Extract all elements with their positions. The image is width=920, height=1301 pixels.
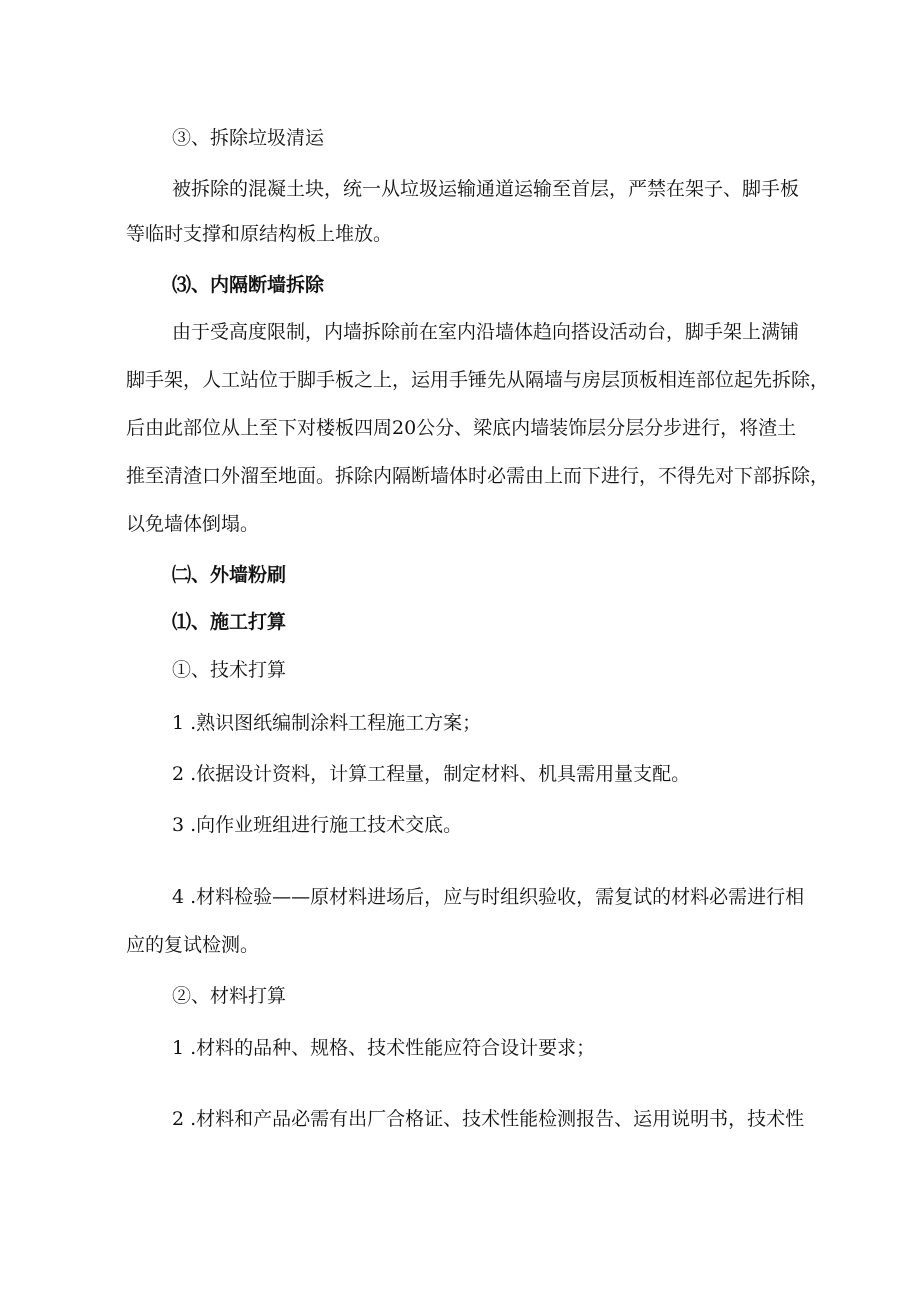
paragraph-line: 推至清渣口外溜至地面。拆除内隔断墙体时必需由上而下进行，不得先对下部拆除， (126, 465, 830, 487)
section-heading-exterior-plastering: ㈡、外墙粉刷 (172, 564, 287, 586)
section-heading-construction-preparation: ⑴、施工打算 (172, 611, 287, 633)
subheading-technical-preparation: ①、技术打算 (172, 659, 287, 681)
paragraph-line: 以免墙体倒塌。 (126, 513, 260, 535)
list-item: 4 .材料检验——原材料进场后，应与时组织验收，需复试的材料必需进行相 (172, 886, 805, 908)
list-item-continuation: 应的复试检测。 (126, 934, 260, 956)
list-item: 1 .材料的品种、规格、技术性能应符合设计要求； (172, 1037, 596, 1059)
section-heading-partition-demolition: ⑶、内隔断墙拆除 (172, 274, 325, 296)
list-item: 2 .材料和产品必需有出厂合格证、技术性能检测报告、运用说明书，技术性 (172, 1108, 805, 1130)
list-item: 2 .依据设计资料，计算工程量，制定材料、机具需用量支配。 (172, 763, 691, 785)
paragraph-line: 后由此部位从上至下对楼板四周20公分、梁底内墙装饰层分层分步进行，将渣土 (126, 417, 797, 439)
paragraph-line: 脚手架，人工站位于脚手板之上，运用手锤先从隔墙与房层顶板相连部位起先拆除， (126, 369, 830, 391)
paragraph-line: 由于受高度限制，内墙拆除前在室内沿墙体趋向搭设活动台，脚手架上满铺 (172, 321, 800, 343)
list-item: 3 .向作业班组进行施工技术交底。 (172, 814, 463, 836)
subheading-material-preparation: ②、材料打算 (172, 985, 287, 1007)
paragraph-line: 等临时支撑和原结构板上堆放。 (126, 223, 393, 245)
paragraph-line: 被拆除的混凝土块，统一从垃圾运输通道运输至首层，严禁在架子、脚手板 (172, 178, 800, 200)
subheading-demolition-waste: ③、拆除垃圾清运 (172, 127, 325, 149)
list-item: 1 .熟识图纸编制涂料工程施工方案； (172, 712, 482, 734)
